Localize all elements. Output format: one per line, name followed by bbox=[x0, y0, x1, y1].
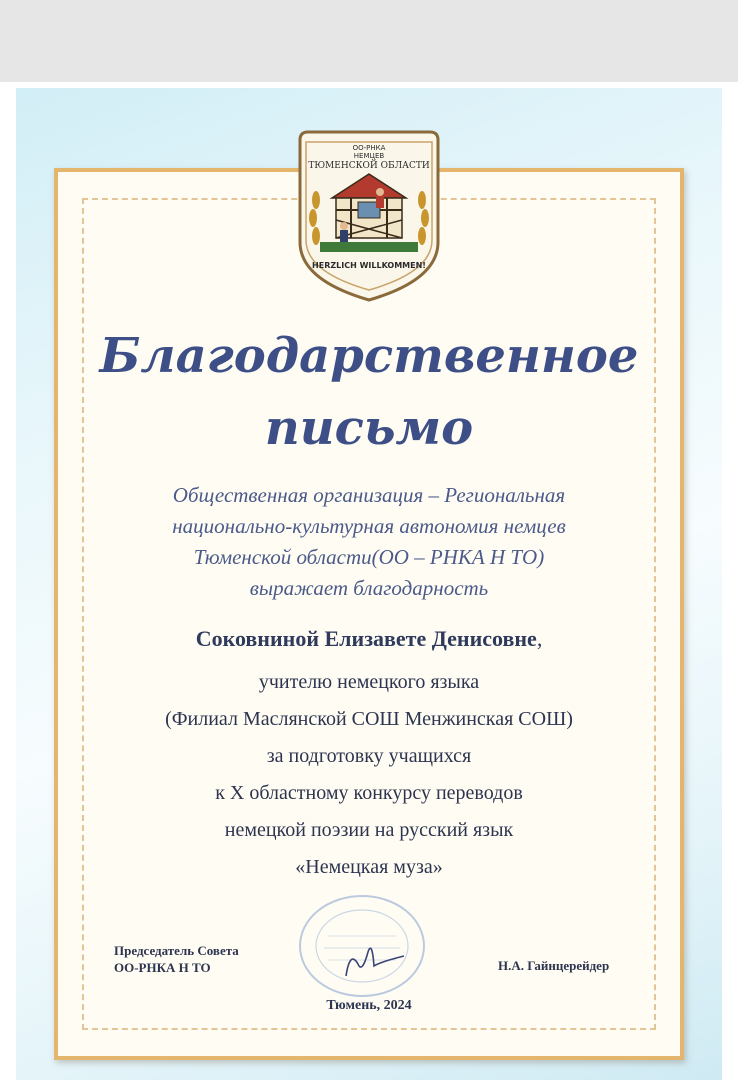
body-line4: к X областному конкурсу переводов bbox=[215, 782, 523, 804]
ground-strip bbox=[320, 242, 418, 252]
handwritten-signature bbox=[346, 948, 404, 976]
recipient-line bbox=[70, 626, 668, 652]
body-line5: немецкой поэзии на русский язык bbox=[224, 819, 514, 841]
signatory-position-line1: Председатель Совета bbox=[114, 943, 239, 958]
organization-text bbox=[100, 480, 638, 604]
emblem-top-line2: НЕМЦЕВ bbox=[353, 152, 385, 160]
signatory-position-line2: ОО-РНКА Н ТО bbox=[114, 960, 211, 975]
body-text bbox=[70, 664, 668, 886]
recipient-name: Соковниной Елизавете Денисовне bbox=[195, 626, 537, 651]
organization-line2: национально-культурная автономия немцев bbox=[172, 514, 566, 538]
body-line6: «Немецкая муза» bbox=[295, 856, 443, 878]
signatory-position bbox=[114, 942, 239, 976]
body-line3: за подготовку учащихся bbox=[266, 745, 472, 767]
top-gray-band bbox=[0, 0, 738, 82]
emblem-top-line1: ОО-РНКА bbox=[352, 144, 386, 152]
title-line2: письмо bbox=[264, 400, 474, 456]
body-line2: (Филиал Маслянской СОШ Менжинская СОШ) bbox=[165, 708, 573, 730]
body-line1: учителю немецкого языка bbox=[258, 671, 480, 693]
signatory-name: Н.А. Гайнцерейдер bbox=[498, 958, 610, 973]
place-and-date: Тюмень, 2024 bbox=[326, 998, 412, 1013]
organization-line4: выражает благодарность bbox=[249, 576, 489, 600]
round-stamp-seal bbox=[294, 890, 430, 1000]
organization-line3: Тюменской области(ОО – РНКА Н ТО) bbox=[193, 545, 545, 569]
emblem-top-line3: ТЮМЕНСКОЙ ОБЛАСТИ bbox=[308, 161, 430, 171]
emblem-motto: HERZLICH WILLKOMMEN! bbox=[312, 261, 426, 270]
organization-line1: Общественная организация – Региональная bbox=[172, 483, 566, 507]
emblem-logo bbox=[296, 130, 442, 302]
recipient-comma: , bbox=[536, 626, 543, 651]
title-line1: Благодарственное bbox=[99, 328, 639, 384]
